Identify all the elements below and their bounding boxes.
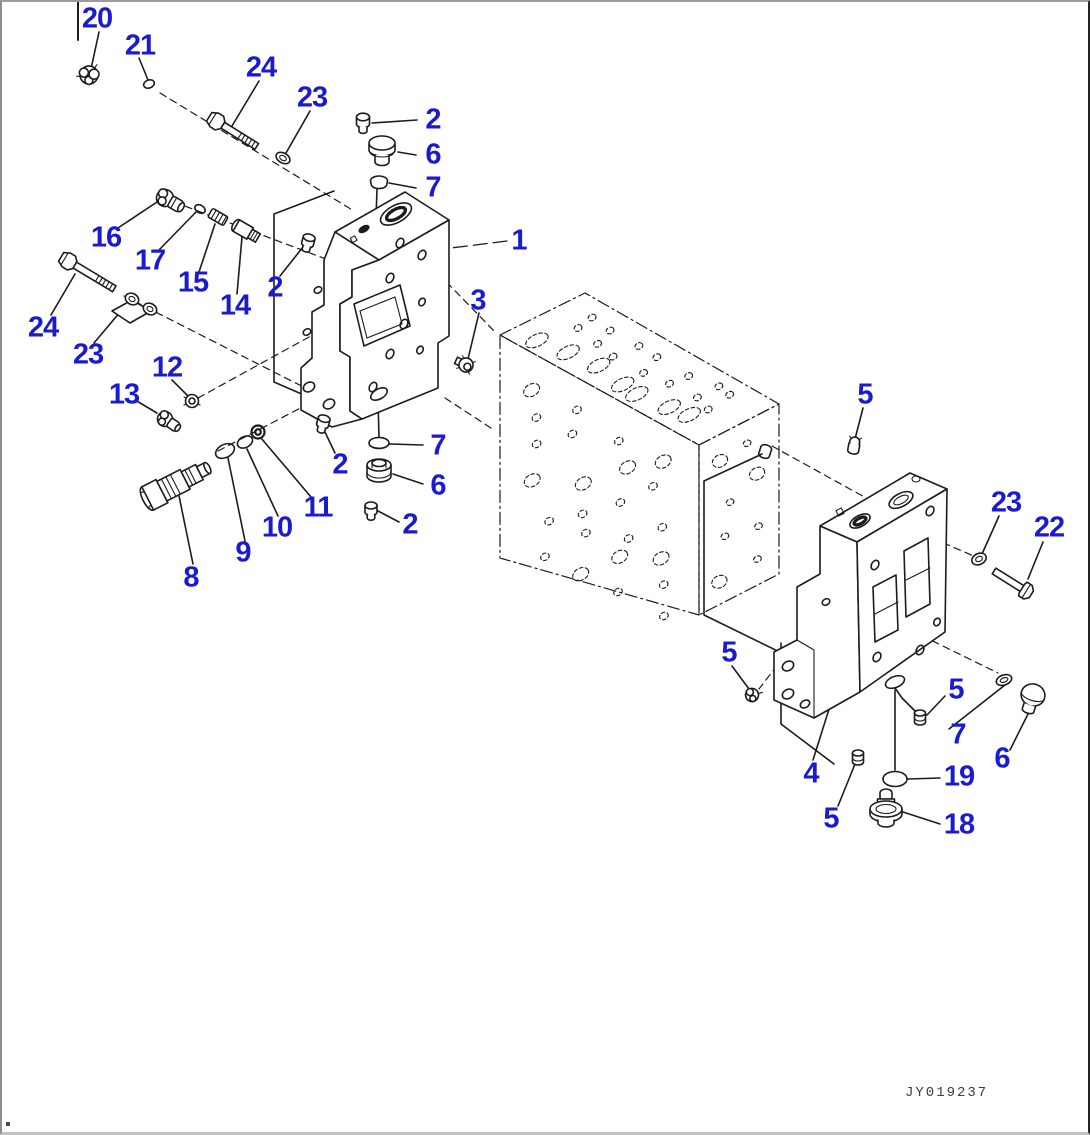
part-6-cap-right <box>1016 681 1048 717</box>
diagram-line-art <box>2 2 1090 1135</box>
part-5-plug-mid <box>915 710 926 725</box>
part-13-plug <box>155 409 184 436</box>
callout-label-c30: 5 <box>721 636 737 669</box>
part-16-plug <box>153 186 187 215</box>
callout-label-c22: 11 <box>303 491 333 524</box>
block-plug <box>758 443 773 459</box>
part-24-bolt-top <box>205 110 261 153</box>
callout-label-c04: 23 <box>296 81 328 114</box>
callout-label-c13: 1 <box>511 224 527 257</box>
part-5-plug-bottom <box>853 750 864 765</box>
part-9-oring <box>213 441 237 462</box>
callout-label-c08: 16 <box>90 221 122 254</box>
drawing-number: JY019237 <box>905 1085 989 1101</box>
callout-label-c29: 22 <box>1033 511 1065 544</box>
callout-label-c03: 24 <box>245 51 277 84</box>
callout-label-c25: 9 <box>235 536 251 569</box>
part-20-plug <box>75 63 103 88</box>
part-14-fitting <box>230 218 261 244</box>
part-5-plug-topright <box>847 436 862 455</box>
callout-label-c35: 19 <box>943 760 975 793</box>
part-2-plug-bottom <box>365 502 377 520</box>
part-21-oring <box>142 78 155 89</box>
callout-label-c05: 2 <box>425 103 441 136</box>
part-7-washer-right <box>995 673 1013 688</box>
part-7-cap-bottom <box>369 438 389 449</box>
callout-label-c17: 12 <box>151 351 183 384</box>
callout-label-c20: 7 <box>430 429 446 462</box>
part-18-plug-assembly <box>870 789 902 827</box>
part-6-nut-bottom <box>367 459 391 482</box>
page-artifact-dot <box>6 1122 10 1126</box>
part-15-thread-stub <box>208 208 229 226</box>
callout-label-c14: 3 <box>470 284 486 317</box>
callout-label-c36: 5 <box>823 802 839 835</box>
callout-label-c10: 15 <box>177 266 209 299</box>
callout-label-c28: 23 <box>990 486 1022 519</box>
callout-label-c21: 6 <box>430 469 446 502</box>
part-22-bolt <box>990 564 1036 601</box>
part-2-plug-top <box>357 113 370 133</box>
callout-label-c32: 7 <box>950 718 966 751</box>
callout-label-c01: 20 <box>81 2 113 35</box>
callout-label-c34: 4 <box>803 757 819 790</box>
part-8-relief-valve <box>137 455 215 512</box>
part-23-washer-left <box>112 291 159 323</box>
right-valve-body <box>774 473 947 718</box>
part-19-oring <box>883 772 907 787</box>
callout-label-c27: 5 <box>857 378 873 411</box>
part-5-plug-left <box>744 687 763 705</box>
part-12-nut <box>184 395 200 408</box>
callout-label-c12: 2 <box>267 271 283 304</box>
callout-label-c15: 24 <box>27 311 59 344</box>
callout-label-c11: 14 <box>219 289 251 322</box>
callout-label-c18: 13 <box>108 378 140 411</box>
callout-label-c06: 6 <box>425 138 441 171</box>
callout-label-c33: 6 <box>994 742 1010 775</box>
callout-label-c24: 2 <box>402 508 418 541</box>
left-valve-body <box>301 192 449 427</box>
part-7-cap-top <box>371 176 388 189</box>
callout-label-c02: 21 <box>124 29 156 62</box>
callout-label-c16: 23 <box>72 338 104 371</box>
part-3-plug <box>453 354 475 374</box>
part-23-washer-right <box>970 551 988 567</box>
callout-label-c09: 17 <box>134 244 166 277</box>
callout-label-c07: 7 <box>425 171 441 204</box>
callout-label-c19: 2 <box>332 448 348 481</box>
callout-label-c37: 18 <box>943 808 975 841</box>
callout-label-c26: 8 <box>183 561 199 594</box>
hardware-parts <box>57 63 1048 827</box>
part-2-plug-left <box>300 233 316 254</box>
callout-label-c31: 5 <box>948 673 964 706</box>
part-6-cap-top <box>369 136 395 166</box>
phantom-valve-block <box>500 293 779 621</box>
callout-label-c23: 10 <box>261 511 293 544</box>
